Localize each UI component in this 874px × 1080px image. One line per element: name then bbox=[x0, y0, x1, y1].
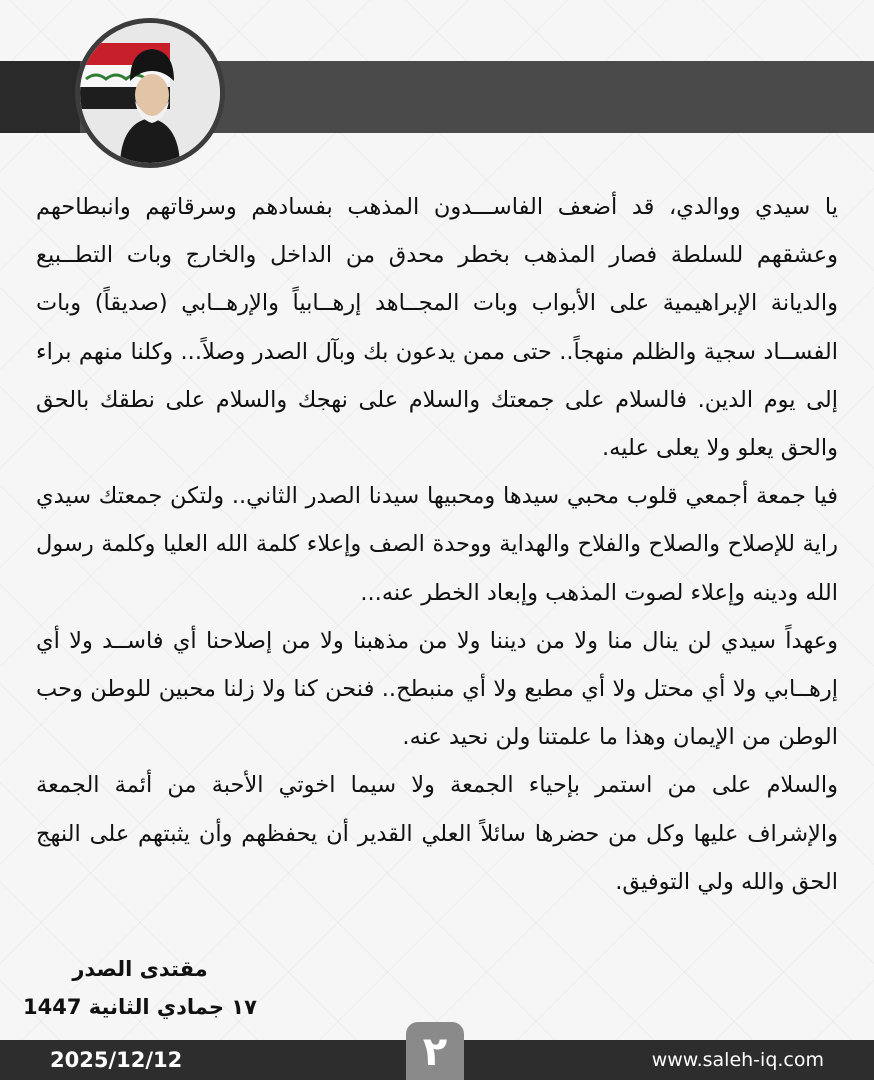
portrait-image bbox=[80, 23, 220, 163]
header-band-accent bbox=[0, 61, 80, 133]
footer-date: 2025/12/12 bbox=[50, 1048, 183, 1072]
paragraph-3: وعهداً سيدي لن ينال منا ولا من ديننا ولا من مذهبنا ولا من إصلاحنا أي فاســد ولا أي إرهــابي ولا أي محتل ولا أي مطبع ولا أي منبطح.. فنحن كنا ولا زلنا محبين للوطن وحب الوطن من الإيمان وهذا ما علمتنا ولن نحيد عنه. bbox=[36, 627, 838, 751]
statement-body bbox=[36, 183, 838, 906]
signature-block bbox=[20, 950, 260, 1026]
paragraph-4: والسلام على من استمر بإحياء الجمعة ولا سيما اخوتي الأحبة من أئمة الجمعة والإشراف عليها وكل من حضرها سائلاً العلي القدير أن يحفظهم وأن يثبتهم على النهج الحق والله ولي التوفيق. bbox=[36, 772, 838, 895]
author-portrait bbox=[75, 18, 225, 168]
signature-hijri-date: ١٧ جمادي الثانية 1447 bbox=[23, 995, 257, 1019]
footer-website: www.saleh-iq.com bbox=[651, 1049, 824, 1071]
page-number: ٢ bbox=[422, 1029, 448, 1075]
paragraph-2: فيا جمعة أجمعي قلوب محبي سيدها ومحبيها سيدنا الصدر الثاني.. ولتكن جمعتك سيدي راية للإصلاح والصلاح والفلاح والهداية ووحدة الصف وإعلاء كلمة الله العليا وكلمة رسول الله ودينه وإعلاء لصوت المذهب وإبعاد الخطر عنه... bbox=[36, 483, 838, 606]
signature-name: مقتدى الصدر bbox=[72, 957, 208, 981]
paragraph-1: يا سيدي ووالدي، قد أضعف الفاســـدون المذهب بفسادهم وسرقاتهم وانبطاحهم وعشقهم للسلطة فصار المذهب بخطر محدق من الداخل والخارج وبات التطــبيع والديانة الإبراهيمية على الأبواب وبات المجــاهد إرهــابياً والإرهــابي (صديقاً) وبات الفســاد سجية والظلم منهجاً.. حتى ممن يدعون بك وبآل الصدر وصلاً... وكلنا منهم براء إلى يوم الدين. فالسلام على جمعتك والسلام على نهجك والسلام على نطقك بالحق والحق يعلو ولا يعلى عليه. bbox=[36, 194, 838, 462]
